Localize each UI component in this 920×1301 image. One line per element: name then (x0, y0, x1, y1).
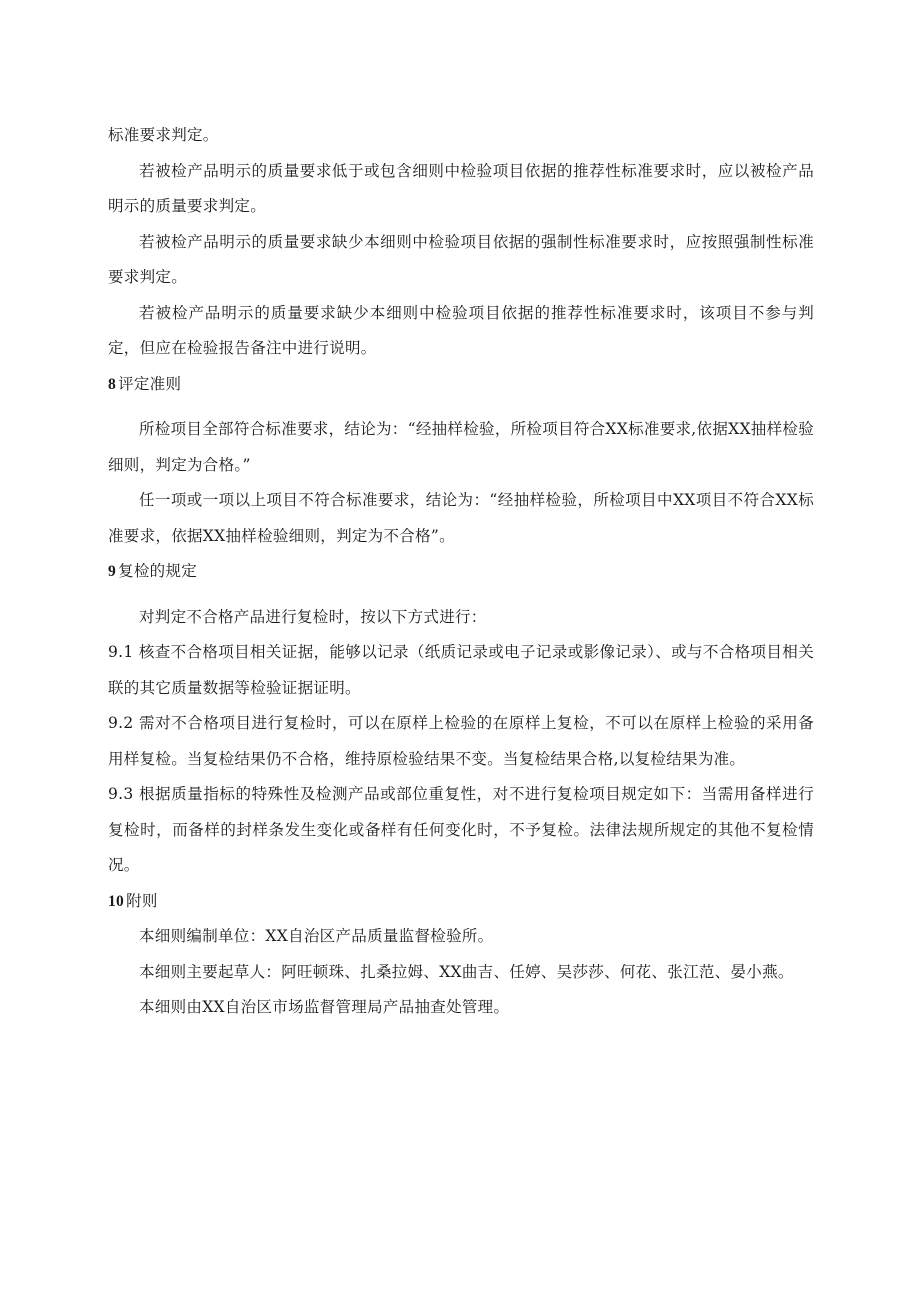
section-continuation (108, 118, 814, 367)
paragraph: 9.3 根据质量指标的特殊性及检测产品或部位重复性，对不进行复检项目规定如下：当需用备样进行复检时，而备样的封样条发生变化或备样有任何变化时，不予复检。法律法规所规定的其他不复检情况。 (108, 785, 814, 874)
paragraph: 若被检产品明示的质量要求缺少本细则中检验项目依据的强制性标准要求时，应按照强制性标准要求判定。 (108, 232, 814, 286)
paragraph: 所检项目全部符合标准要求，结论为：“经抽样检验，所检项目符合XX标准要求,依据XX抽样检验细则，判定为合格。” (108, 420, 814, 474)
paragraph: 任一项或一项以上项目不符合标准要求，结论为：“经抽样检验，所检项目中XX项目不符合XX标准要求，依据XX抽样检验细则，判定为不合格”。 (108, 491, 814, 545)
section-number: 9 (108, 563, 117, 580)
section-number: 10 (108, 892, 125, 910)
section-title: 复检的规定 (118, 562, 198, 580)
section-8 (108, 367, 814, 555)
paragraph: 本细则由XX自治区市场监督管理局产品抽查处管理。 (139, 998, 510, 1016)
section-10 (108, 884, 814, 1026)
section-heading (108, 884, 814, 920)
paragraph: 9.2 需对不合格项目进行复检时，可以在原样上检验的在原样上复检，不可以在原样上检验的采用备用样复检。当复检结果仍不合格，维持原检验结果不变。当复检结果合格,以复检结果为准。 (108, 714, 814, 768)
paragraph: 9.1 核查不合格项目相关证据，能够以记录（纸质记录或电子记录或影像记录）、或与不合格项目相关联的其它质量数据等检验证据证明。 (108, 643, 814, 697)
document-page (108, 118, 814, 1026)
section-number: 8 (108, 375, 117, 393)
paragraph: 对判定不合格产品进行复检时，按以下方式进行： (139, 607, 487, 626)
section-title: 评定准则 (118, 374, 182, 393)
paragraph: 若被检产品明示的质量要求低于或包含细则中检验项目依据的推荐性标准要求时，应以被检产品明示的质量要求判定。 (108, 161, 814, 215)
section-heading (108, 554, 814, 590)
paragraph: 本细则主要起草人：阿旺顿珠、扎桑拉姆、XX曲吉、任婷、吴莎莎、何花、张江范、晏小燕。 (139, 962, 794, 981)
paragraph: 本细则编制单位：XX自治区产品质量监督检验所。 (139, 927, 494, 945)
paragraph: 标准要求判定。 (108, 126, 219, 144)
paragraph: 若被检产品明示的质量要求缺少本细则中检验项目依据的推荐性标准要求时，该项目不参与判定，但应在检验报告备注中进行说明。 (108, 303, 814, 357)
section-title: 附则 (126, 891, 158, 910)
section-heading (108, 367, 814, 403)
section-9 (108, 554, 814, 884)
